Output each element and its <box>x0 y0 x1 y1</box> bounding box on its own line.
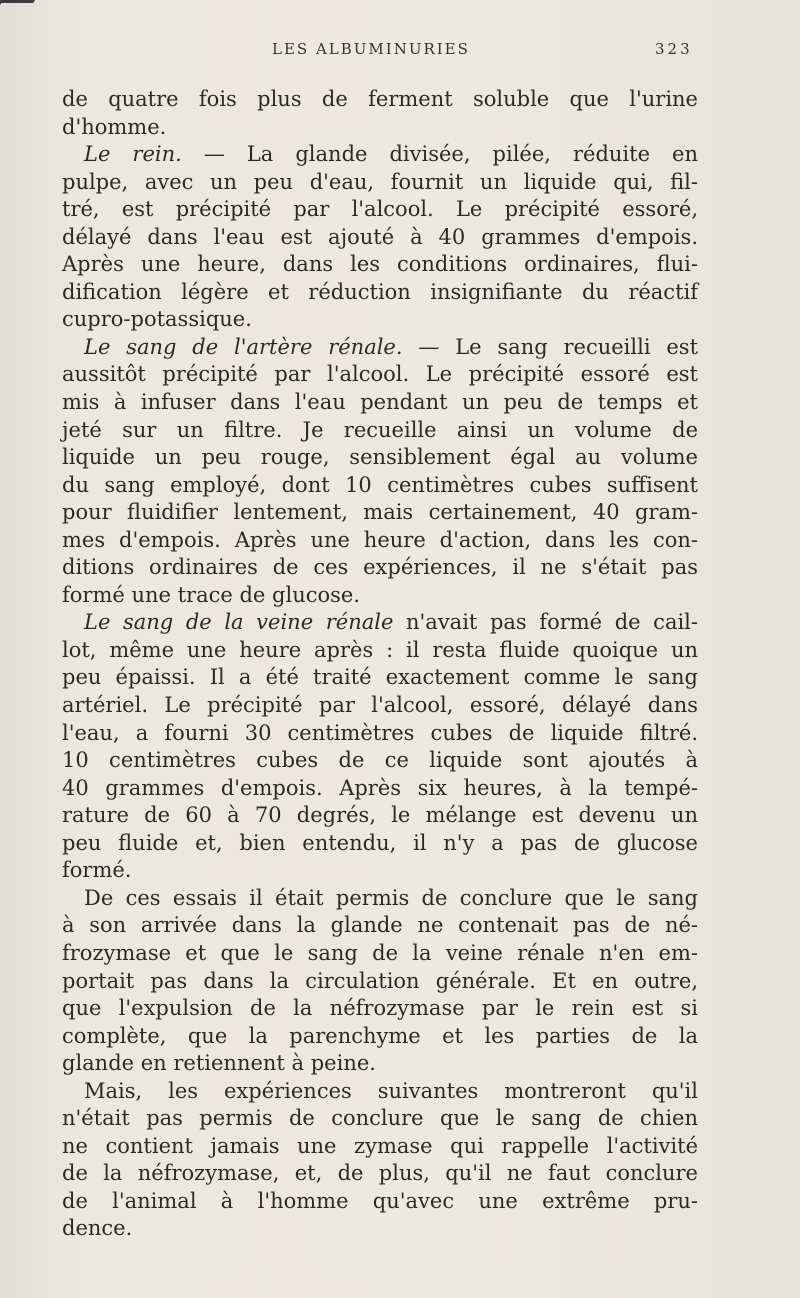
text-line: délayé dans l'eau est ajouté à 40 grammes d'empois. <box>62 224 698 249</box>
text-line: n'était pas permis de conclure que le sang de chien <box>62 1106 698 1131</box>
text-line: de l'animal à l'homme qu'avec une extrême pru- <box>62 1188 698 1213</box>
text-line: Mais, les expériences suivantes montreront qu'il <box>84 1078 698 1103</box>
text-line: portait pas dans la circulation générale. Et en outre, <box>62 968 698 993</box>
text-line: liquide un peu rouge, sensiblement égal au volume <box>62 445 698 470</box>
text-line: 10 centimètres cubes de ce liquide sont ajoutés à <box>62 748 698 773</box>
text-line: tré, est précipité par l'alcool. Le précipité essoré, <box>62 197 698 222</box>
text-line: pour fluidifier lentement, mais certainement, 40 gram- <box>62 500 698 525</box>
text-line: frozymase et que le sang de la veine rénale n'en em- <box>62 940 698 965</box>
text-line: artériel. Le précipité par l'alcool, essoré, délayé dans <box>62 693 698 718</box>
text-line: complète, que la parenchyme et les parties de la <box>62 1023 698 1048</box>
text-line: De ces essais il était permis de conclure que le sang <box>84 885 698 910</box>
text-line: d'homme. <box>62 114 167 139</box>
text-line: peu épaissi. Il a été traité exactement comme le sang <box>62 665 698 690</box>
page-number: 323 <box>655 40 693 58</box>
text-line: de la néfrozymase, et, de plus, qu'il ne faut conclure <box>62 1161 698 1186</box>
text-line: à son arrivée dans la glande ne contenait pas de né- <box>62 913 698 938</box>
text-line: ne contient jamais une zymase qui rappelle l'activité <box>62 1133 698 1158</box>
text-line: l'eau, a fourni 30 centimètres cubes de liquide filtré. <box>62 720 698 745</box>
text-line: ditions ordinaires de ces expériences, il ne s'était pas <box>62 555 698 580</box>
running-title: LES ALBUMINURIES <box>272 40 470 58</box>
section-heading: Le sang de la veine rénale <box>84 610 394 635</box>
text-line <box>62 609 698 637</box>
text-line: aussitôt précipité par l'alcool. Le précipité essoré est <box>62 362 698 387</box>
text-line: formé une trace de glucose. <box>62 582 360 607</box>
text-span: — Le sang recueilli est <box>402 334 699 359</box>
text-line: 40 grammes d'empois. Après six heures, à la tempé- <box>62 775 698 800</box>
text-line: mes d'empois. Après une heure d'action, dans les con- <box>62 527 698 552</box>
text-line: jeté sur un filtre. Je recueille ainsi un volume de <box>62 417 698 442</box>
text-line: de quatre fois plus de ferment soluble que l'urine <box>62 87 698 111</box>
text-line: lot, même une heure après : il resta fluide quoique un <box>62 637 698 662</box>
text-line: cupro-potassique. <box>62 307 252 332</box>
text-line: dification légère et réduction insignifiante du réactif <box>62 279 698 304</box>
text-line: formé. <box>62 858 132 883</box>
text-line: peu fluide et, bien entendu, il n'y a pas de glucose <box>62 830 698 855</box>
text-line: rature de 60 à 70 degrés, le mélange est devenu un <box>62 803 698 828</box>
text-line: pulpe, avec un peu d'eau, fournit un liquide qui, fil- <box>62 169 698 194</box>
text-line: mis à infuser dans l'eau pendant un peu de temps et <box>62 390 698 415</box>
page-header <box>0 40 800 64</box>
text-span: n'avait pas formé de cail- <box>393 610 698 635</box>
text-span: — La glande divisée, pilée, réduite en <box>181 142 698 167</box>
text-line: que l'expulsion de la néfrozymase par le rein est si <box>62 996 698 1021</box>
section-heading: Le rein. <box>84 142 182 167</box>
text-line <box>62 141 698 169</box>
text-line: du sang employé, dont 10 centimètres cubes suffisent <box>62 472 698 497</box>
text-line: glande en retiennent à peine. <box>62 1051 376 1076</box>
text-line <box>62 334 698 362</box>
page-corner-mark <box>0 0 35 13</box>
section-heading: Le sang de l'artère rénale. <box>84 334 403 359</box>
text-line: Après une heure, dans les conditions ordinaires, flui- <box>62 252 698 277</box>
text-line: dence. <box>62 1216 133 1241</box>
body-text <box>62 86 698 1243</box>
